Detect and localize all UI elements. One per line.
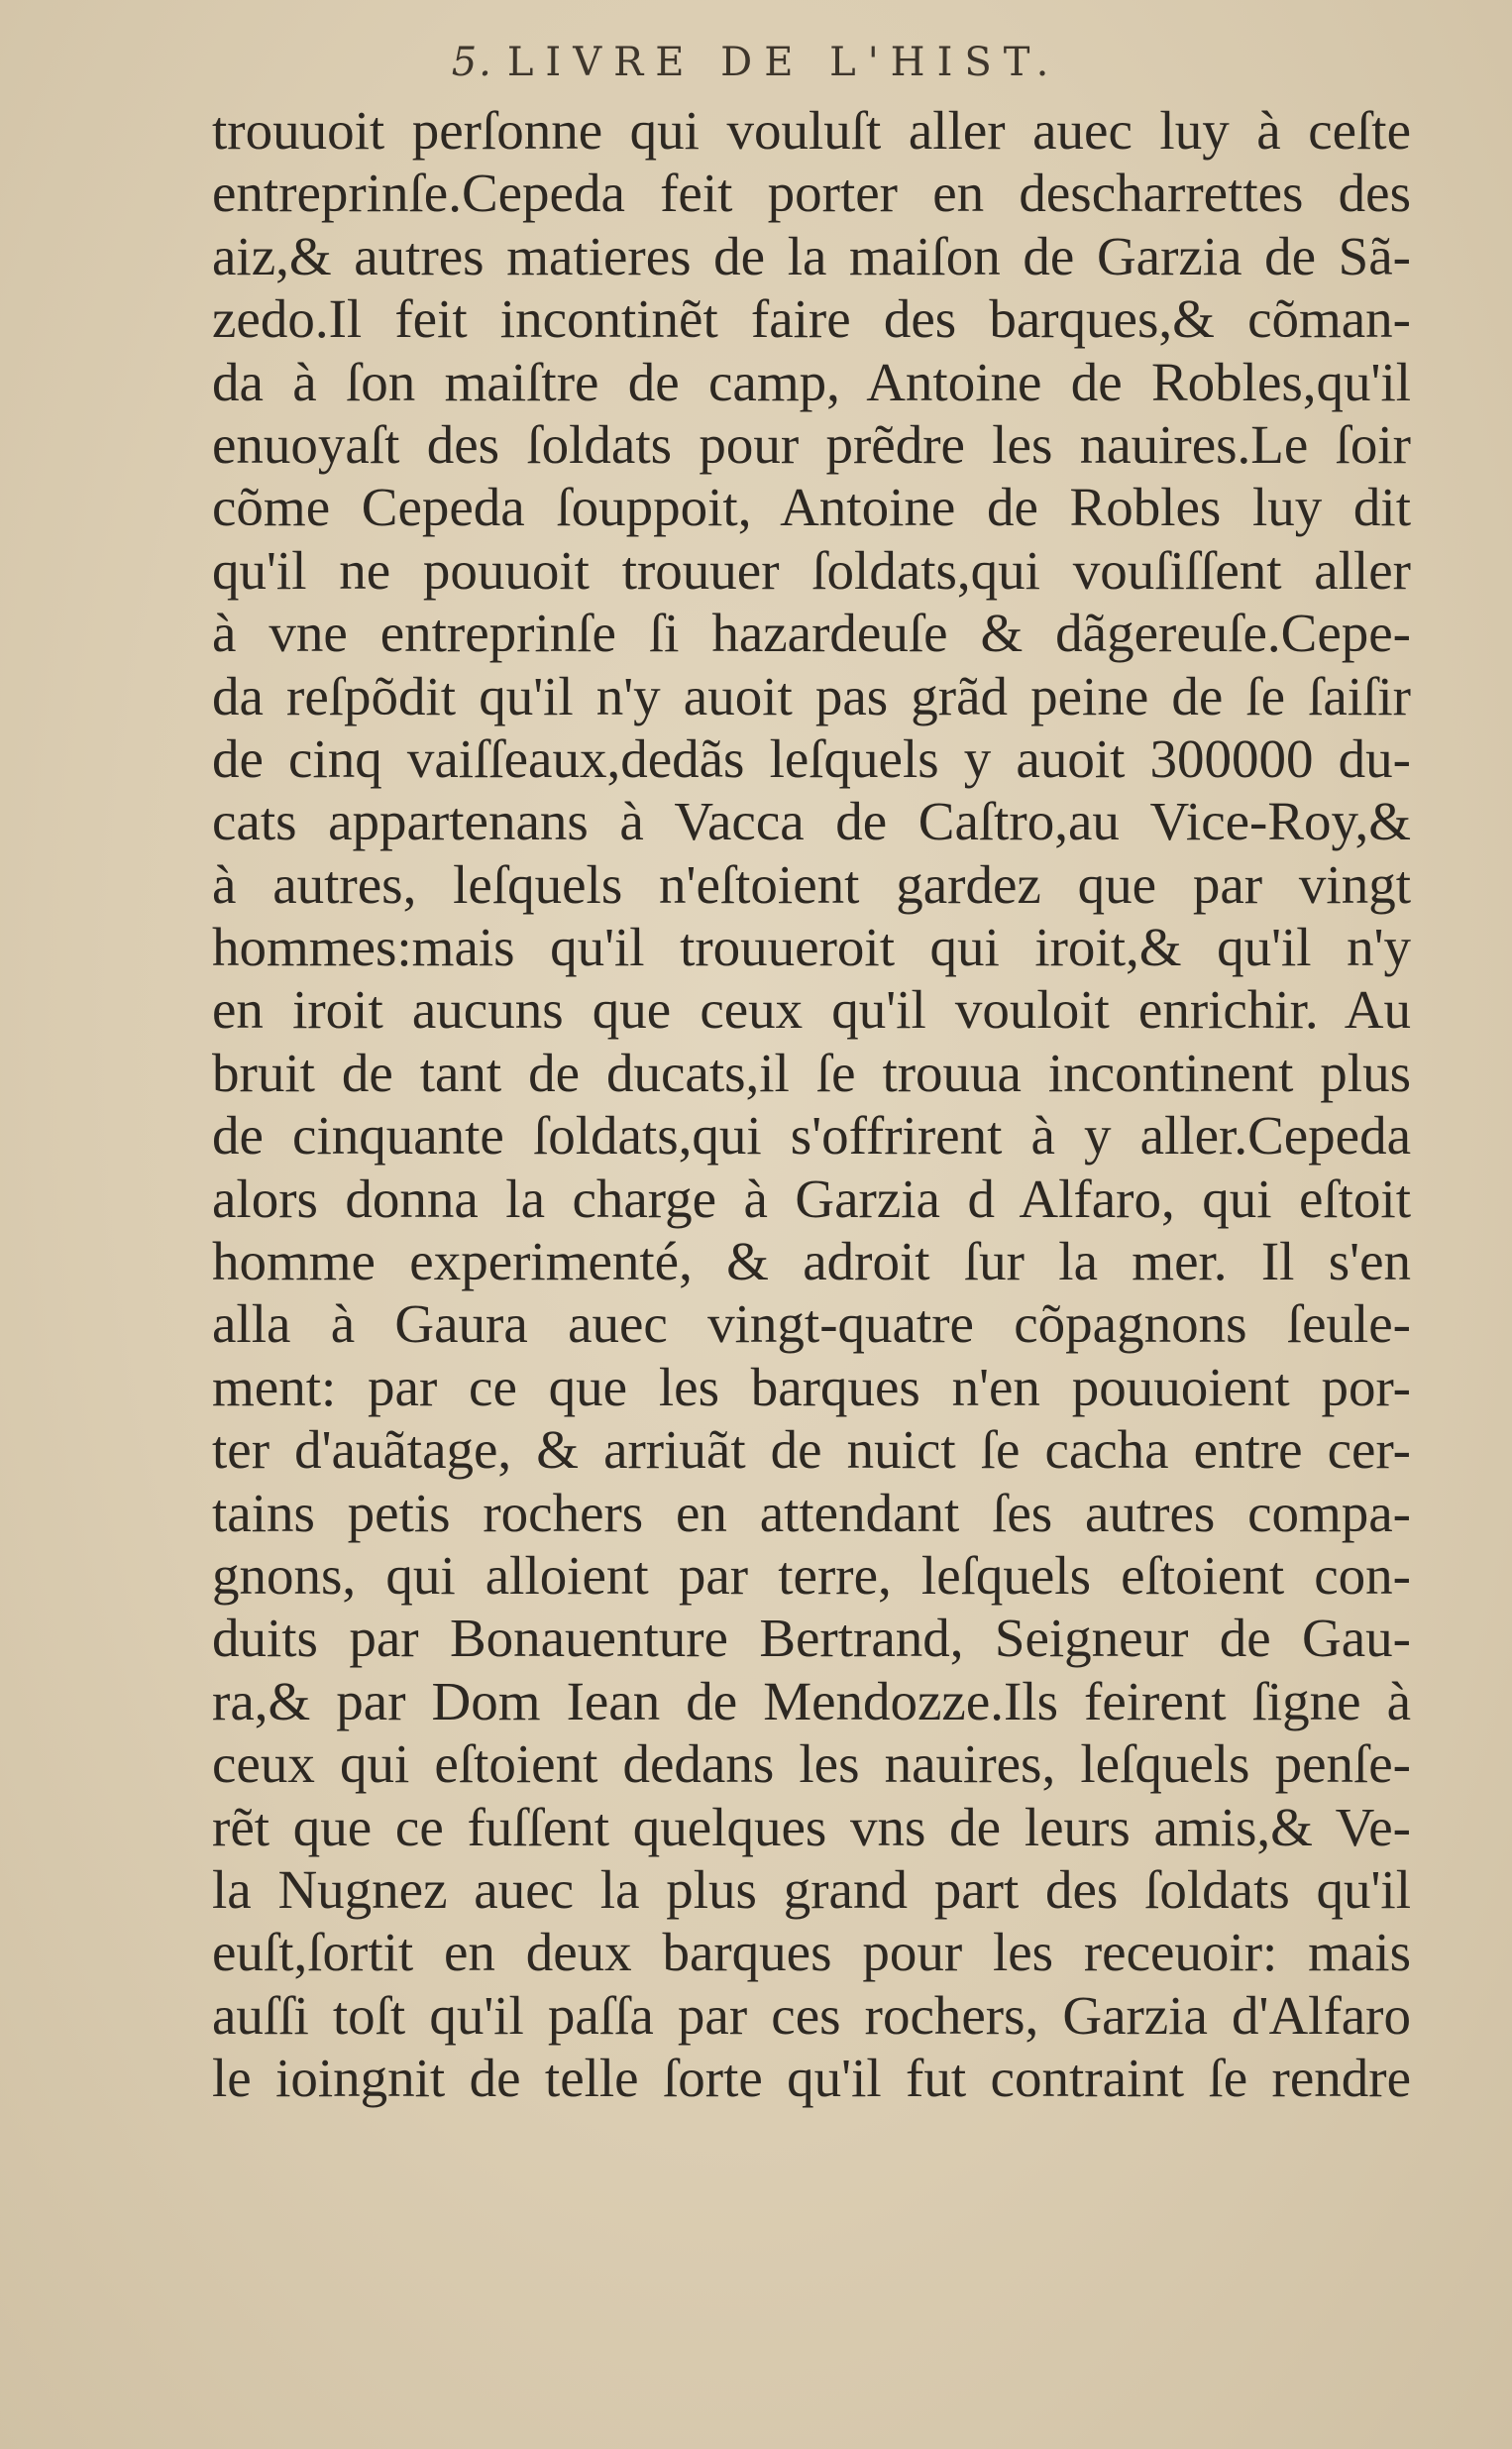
text-line: gnons, qui alloient par terre, leſquels eſtoient con- bbox=[212, 1544, 1411, 1606]
text-line: trouuoit perſonne qui vouluſt aller auec luy à ceſte bbox=[212, 100, 1411, 161]
text-line: la Nugnez auec la plus grand part des ſoldats qu'il bbox=[212, 1858, 1411, 1920]
text-line: ceux qui eſtoient dedans les nauires, leſquels penſe- bbox=[212, 1733, 1411, 1795]
text-line: homme experimenté, & adroit ſur la mer. Il s'en bbox=[212, 1231, 1411, 1292]
text-line: cats appartenans à Vacca de Caſtro,au Vice-Roy,& bbox=[212, 791, 1411, 852]
text-line: cõme Cepeda ſouppoit, Antoine de Robles luy dit bbox=[212, 477, 1411, 538]
text-line: bruit de tant de ducats,il ſe trouua incontinent plus bbox=[212, 1042, 1411, 1103]
text-line: le ioingnit de telle ſorte qu'il fut contraint ſe rendre bbox=[212, 2048, 1411, 2109]
text-line: de cinquante ſoldats,qui s'offrirent à y aller.Cepeda bbox=[212, 1105, 1411, 1167]
text-line: qu'il ne pouuoit trouuer ſoldats,qui vouſiſſent aller bbox=[212, 539, 1411, 601]
text-line: euſt,ſortit en deux barques pour les receuoir: mais bbox=[212, 1922, 1411, 1983]
text-line: à vne entreprinſe ſi hazardeuſe & dãgereuſe.Cepe- bbox=[212, 603, 1411, 664]
text-line: en iroit aucuns que ceux qu'il vouloit enrichir. Au bbox=[212, 979, 1411, 1041]
text-line: hommes:mais qu'il trouueroit qui iroit,& qu'il n'y bbox=[212, 917, 1411, 978]
page-number: 5. bbox=[451, 40, 493, 85]
text-line: ra,& par Dom Iean de Mendozze.Ils feirent ſigne à bbox=[212, 1670, 1411, 1731]
text-line: ter d'auãtage, & arriuãt de nuict ſe cacha entre cer- bbox=[212, 1419, 1411, 1481]
text-line: da à ſon maiſtre de camp, Antoine de Robles,qu'il bbox=[212, 351, 1411, 412]
running-head bbox=[0, 40, 1512, 85]
text-line: alors donna la charge à Garzia d Alfaro, qui eſtoit bbox=[212, 1168, 1411, 1229]
text-line: entreprinſe.Cepeda feit porter en descharrettes des bbox=[212, 163, 1411, 224]
text-line: à autres, leſquels n'eſtoient gardez que par vingt bbox=[212, 853, 1411, 915]
text-line: rẽt que ce fuſſent quelques vns de leurs amis,& Ve- bbox=[212, 1796, 1411, 1857]
text-line: alla à Gaura auec vingt-quatre cõpagnons ſeule- bbox=[212, 1293, 1411, 1355]
running-title: LIVRE DE L'HIST. bbox=[506, 40, 1061, 85]
text-line: auſſi toſt qu'il paſſa par ces rochers, Garzia d'Alfaro bbox=[212, 1984, 1411, 2046]
text-line: de cinq vaiſſeaux,dedãs leſquels y auoit 300000 du- bbox=[212, 727, 1411, 789]
text-line: duits par Bonauenture Bertrand, Seigneur de Gau- bbox=[212, 1608, 1411, 1669]
text-line: da reſpõdit qu'il n'y auoit pas grãd peine de ſe ſaiſir bbox=[212, 665, 1411, 726]
text-line: aiz,& autres matieres de la maiſon de Garzia de Sã- bbox=[212, 225, 1411, 286]
body-text bbox=[212, 99, 1411, 2110]
text-line: enuoyaſt des ſoldats pour prẽdre les nauires.Le ſoir bbox=[212, 413, 1411, 475]
text-line: tains petis rochers en attendant ſes autres compa- bbox=[212, 1482, 1411, 1543]
text-line: zedo.Il feit incontinẽt faire des barques,& cõman- bbox=[212, 288, 1411, 350]
text-line: ment: par ce que les barques n'en pouuoient por- bbox=[212, 1356, 1411, 1417]
